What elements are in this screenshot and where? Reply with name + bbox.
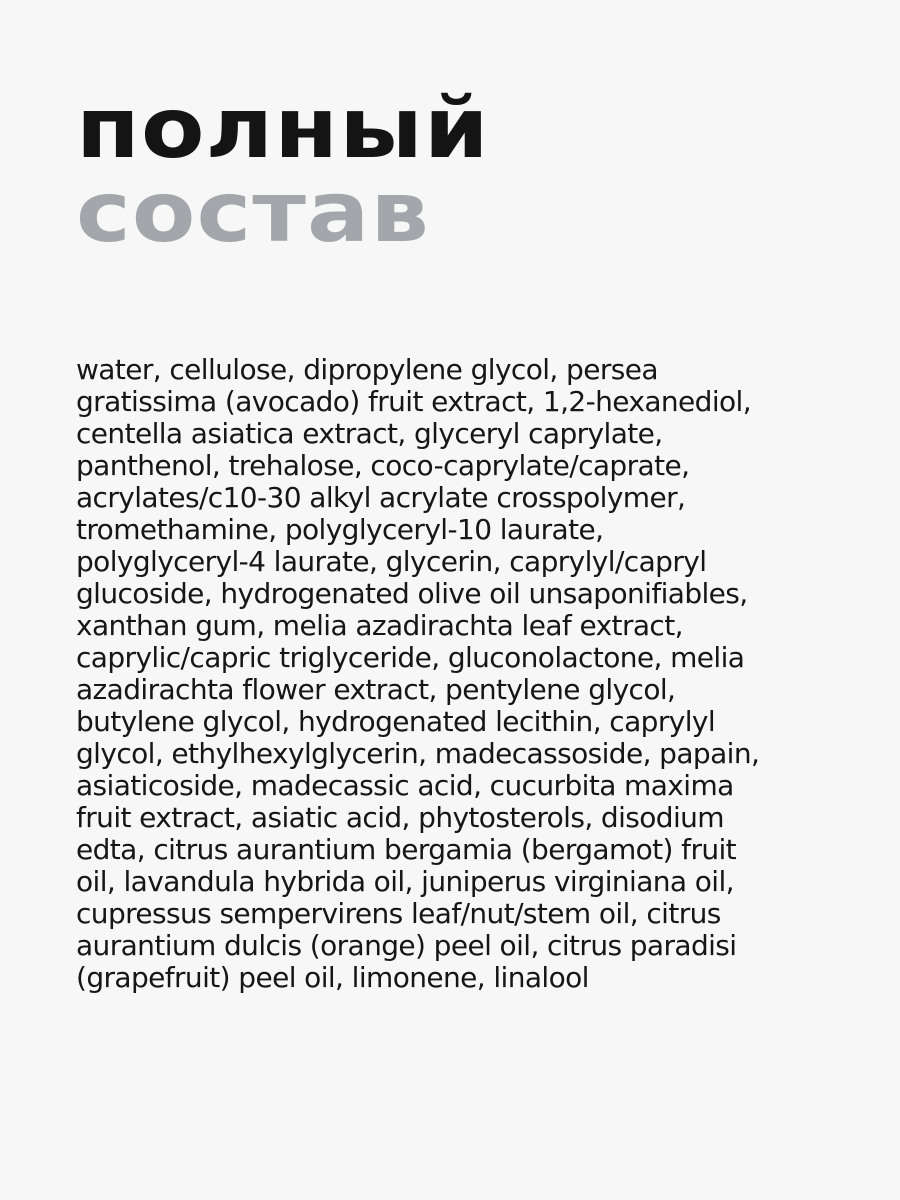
ingredients-line: (grapefruit) peel oil, limonene, linalool: [76, 961, 589, 994]
ingredients-line: glucoside, hydrogenated olive oil unsaponifiables,: [76, 577, 748, 610]
ingredients-line: tromethamine, polyglyceryl-10 laurate,: [76, 513, 604, 546]
ingredients-line: xanthan gum, melia azadirachta leaf extract,: [76, 609, 683, 642]
ingredients-line: cupressus sempervirens leaf/nut/stem oil, citrus: [76, 897, 721, 930]
ingredients-line: water, cellulose, dipropylene glycol, persea: [76, 353, 658, 386]
ingredients-line: acrylates/c10-30 alkyl acrylate crosspolymer,: [76, 481, 686, 514]
ingredients-line: glycol, ethylhexylglycerin, madecassoside, papain,: [76, 737, 760, 770]
ingredients-line: centella asiatica extract, glyceryl caprylate,: [76, 417, 663, 450]
ingredients-line: asiaticoside, madecassic acid, cucurbita maxima: [76, 769, 734, 802]
ingredients-line: panthenol, trehalose, coco-caprylate/caprate,: [76, 449, 690, 482]
ingredients-line: gratissima (avocado) fruit extract, 1,2-hexanediol,: [76, 385, 752, 418]
ingredients-line: fruit extract, asiatic acid, phytosterols, disodium: [76, 801, 724, 834]
page-title: полный: [76, 79, 490, 177]
ingredients-line: oil, lavandula hybrida oil, juniperus virginiana oil,: [76, 865, 734, 898]
page-subtitle: состав: [76, 163, 431, 261]
ingredients-line: caprylic/capric triglyceride, gluconolactone, melia: [76, 641, 745, 674]
ingredients-line: butylene glycol, hydrogenated lecithin, caprylyl: [76, 705, 716, 738]
ingredients-line: edta, citrus aurantium bergamia (bergamot) fruit: [76, 833, 737, 866]
ingredients-line: polyglyceryl-4 laurate, glycerin, caprylyl/capryl: [76, 545, 707, 578]
ingredients-list: [76, 354, 796, 994]
ingredients-line: azadirachta flower extract, pentylene glycol,: [76, 673, 676, 706]
ingredients-line: aurantium dulcis (orange) peel oil, citrus paradisi: [76, 929, 737, 962]
